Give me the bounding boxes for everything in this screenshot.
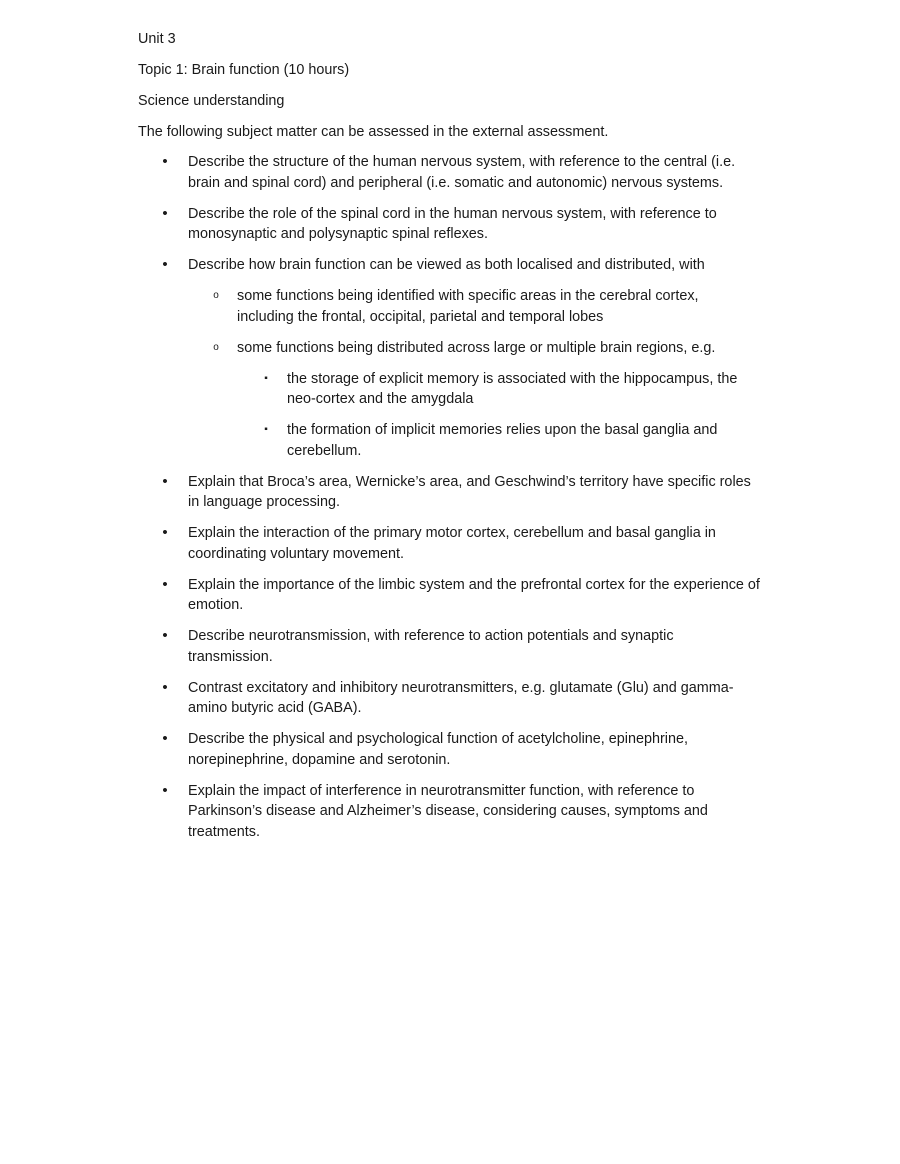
circle-marker: o [213, 341, 219, 353]
topic-heading: Topic 1: Brain function (10 hours) [138, 62, 350, 78]
square-marker: ▪ [264, 424, 268, 435]
list-item-level-1 [0, 678, 762, 719]
list-item-text: Describe how brain function can be viewed as both localised and distributed, with [188, 257, 705, 273]
square-marker: ▪ [264, 372, 268, 384]
bullet-marker: • [162, 730, 168, 747]
bullet-marker: • [162, 627, 168, 644]
list-item-level-1 [0, 729, 762, 770]
bullet-marker: • [162, 575, 168, 593]
list-item-text: Describe the structure of the human nervous system, with reference to the central (i.e. brain and spinal cord) and peripheral (i.e. somatic and autonomic) nervous systems. [188, 154, 736, 191]
list-item-text: Describe the role of the spinal cord in the human nervous system, with reference to monosynaptic and polysynaptic spinal reflexes. [188, 205, 717, 242]
list-item-text: Describe neurotransmission, with reference to action potentials and synaptic transmission. [188, 628, 674, 665]
bullet-marker: • [162, 204, 168, 222]
list-item-text: Explain the importance of the limbic system and the prefrontal cortex for the experience of emotion. [188, 576, 760, 613]
section-heading: Science understanding [138, 93, 285, 109]
bullet-marker: • [162, 153, 168, 170]
list-item-level-1 [0, 523, 762, 564]
list-item-level-1 [0, 575, 762, 616]
list-item-level-2 [0, 286, 749, 327]
list-item-level-1 [0, 626, 762, 667]
list-item-level-1 [0, 255, 762, 276]
list-item-level-1 [0, 204, 762, 245]
list-item-text: some functions being distributed across large or multiple brain regions, e.g. [237, 339, 716, 356]
bullet-marker: • [162, 524, 168, 541]
list-item-level-3 [0, 369, 757, 410]
bullet-marker: • [162, 472, 168, 490]
circle-marker: o [213, 290, 219, 301]
list-item-level-2 [0, 338, 749, 359]
list-item-level-1 [0, 781, 762, 843]
bullet-marker: • [162, 256, 168, 273]
list-item-text: Describe the physical and psychological function of acetylcholine, epinephrine, norepinephrine, dopamine and serotonin. [188, 731, 688, 768]
intro-paragraph: The following subject matter can be assessed in the external assessment. [138, 124, 609, 140]
list-item-text: Explain the impact of interference in neurotransmitter function, with reference to Parkinson’s disease and Alzheimer’s disease, considering causes, symptoms and treatments. [188, 782, 708, 840]
bullet-marker: • [162, 678, 168, 696]
list-item-text: Explain that Broca’s area, Wernicke’s area, and Geschwind’s territory have specific roles in language processing. [188, 473, 751, 510]
list-item-text: Contrast excitatory and inhibitory neurotransmitters, e.g. glutamate (Glu) and gamma-amino butyric acid (GABA). [188, 679, 734, 716]
unit-heading: Unit 3 [138, 31, 176, 47]
list-item-text: some functions being identified with specific areas in the cerebral cortex, including the frontal, occipital, parietal and temporal lobes [237, 288, 699, 325]
learning-outcomes-list [0, 152, 900, 853]
list-item-level-1 [0, 472, 762, 513]
list-item-level-3 [0, 420, 757, 461]
list-item-text: the storage of explicit memory is associated with the hippocampus, the neo-cortex and the amygdala [287, 370, 738, 407]
list-item-text: the formation of implicit memories relies upon the basal ganglia and cerebellum. [287, 422, 718, 459]
bullet-marker: • [162, 781, 168, 799]
list-item-text: Explain the interaction of the primary motor cortex, cerebellum and basal ganglia in coordinating voluntary movement. [188, 525, 716, 562]
list-item-level-1 [0, 152, 762, 193]
